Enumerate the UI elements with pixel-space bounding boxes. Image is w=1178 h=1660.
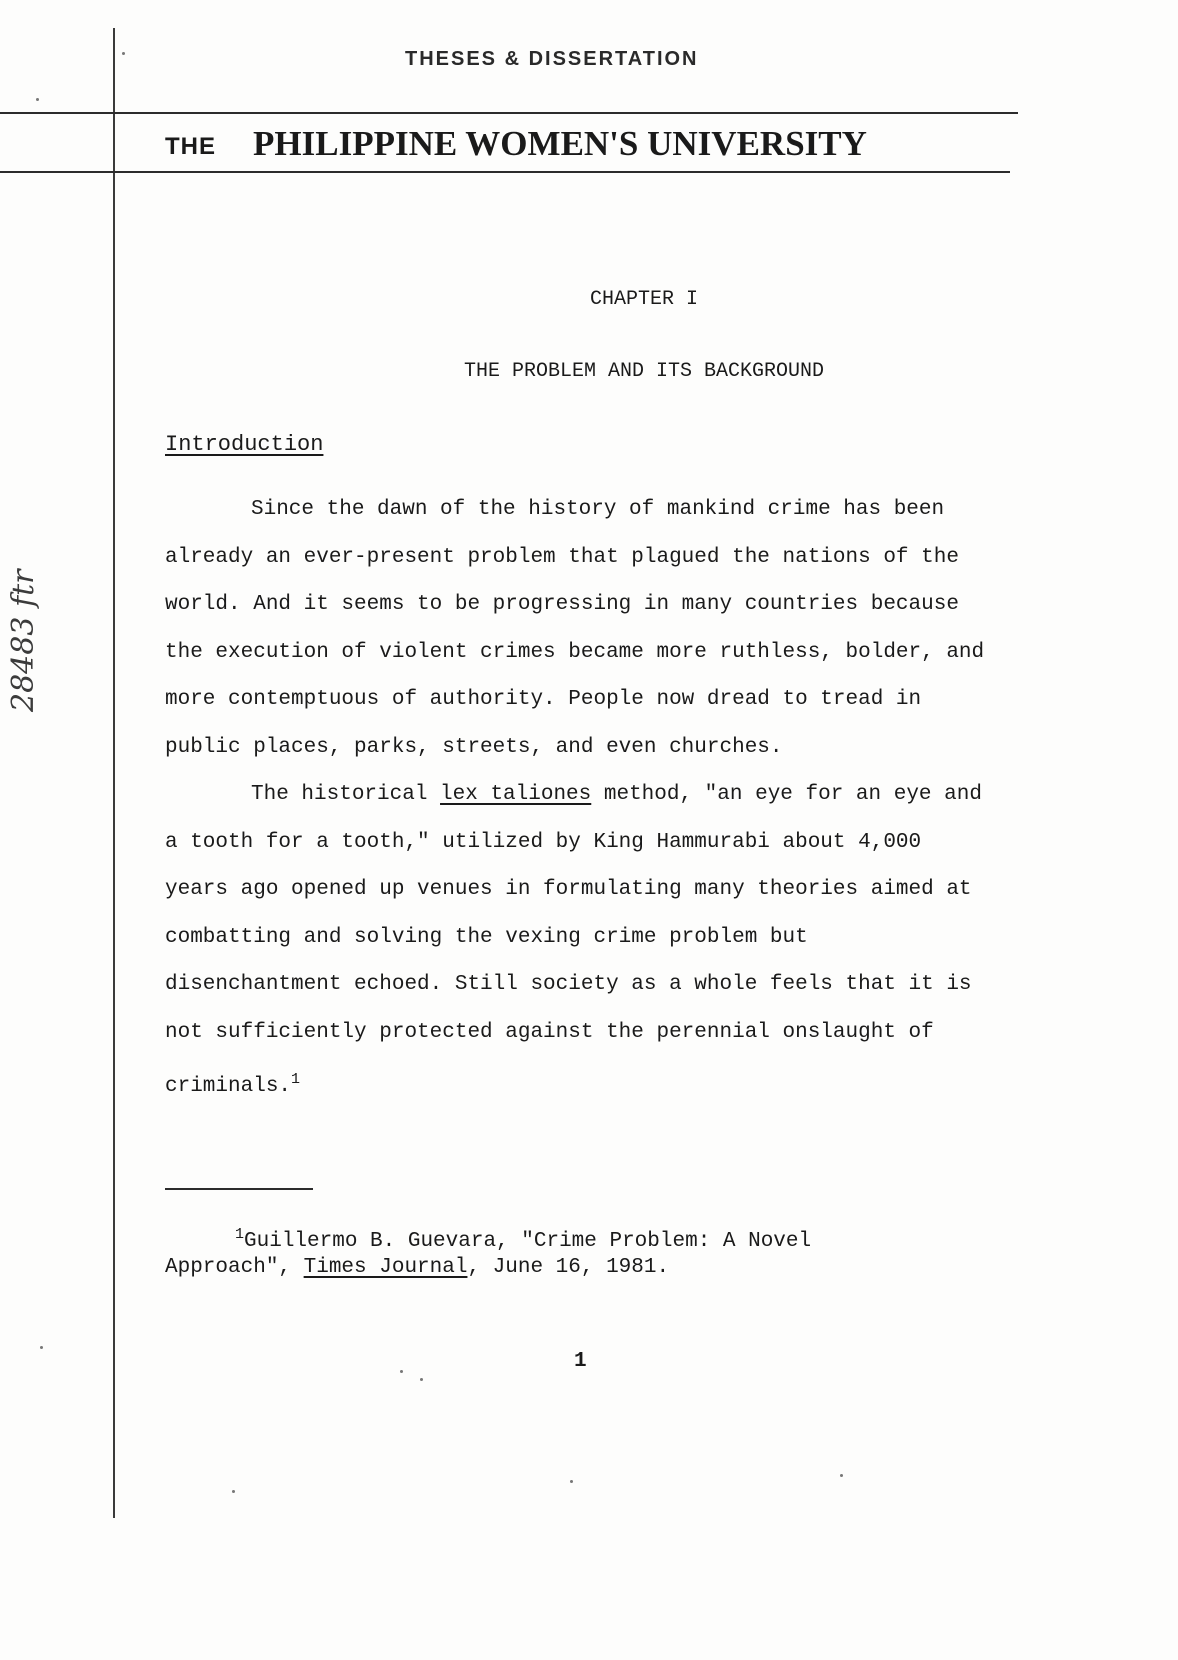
lex-taliones-term: lex taliones [440,783,592,806]
scan-speck [570,1480,573,1483]
paragraph-2-before: The historical [251,783,441,806]
header-rule-bottom [0,171,1010,173]
body-text [165,486,995,1111]
footnote-rule [165,1188,313,1190]
footnote-ref: 1 [291,1071,301,1088]
university-prefix: THE [165,133,216,160]
footnote-marker: 1 [235,1226,245,1243]
paragraph-1: Since the dawn of the history of mankind crime has been already an ever-present problem that plagued the nations of the world. And it seems to be progressing in many countries because the execution of violent crimes became more ruthless, bolder, and more contemptuous of authority. People now dread to tread in public places, parks, streets, and even churches. [165,498,985,759]
scan-speck [400,1370,403,1373]
scan-speck [420,1378,423,1381]
margin-rule-vertical [113,28,115,1518]
paragraph-2-after: method, "an eye for an eye and a tooth for a tooth," utilized by King Hammurabi about 4,000 years ago opened up venues in formulating many theories aimed at combatting and solving the vexing crime problem but disenchantment echoed. Still society as a whole feels that it is not sufficiently protected against the perennial onslaught of criminals. [165,783,982,1098]
footnote-text-after: , June 16, 1981. [467,1256,670,1279]
university-name: PHILIPPINE WOMEN'S UNIVERSITY [253,124,867,163]
section-heading: Introduction [165,432,324,457]
scan-speck [232,1490,235,1493]
footnote-text-before: Guillermo B. Guevara, "Crime Problem: A Novel Approach", [165,1230,812,1279]
chapter-title: THE PROBLEM AND ITS BACKGROUND [463,360,825,383]
scan-speck [840,1474,843,1477]
footnote-publication: Times Journal [303,1256,468,1279]
paragraph-2 [165,771,995,1111]
scan-speck [36,98,39,101]
header-rule-top [0,112,1018,114]
chapter-number: CHAPTER I [589,288,699,311]
scan-speck [122,52,125,55]
handwritten-accession-number: 28483 ftr [6,569,41,712]
page-number: 1 [574,1350,587,1373]
theses-stamp: THESES & DISSERTATION [405,48,699,70]
scan-speck [40,1346,43,1349]
footnote [165,1222,945,1281]
